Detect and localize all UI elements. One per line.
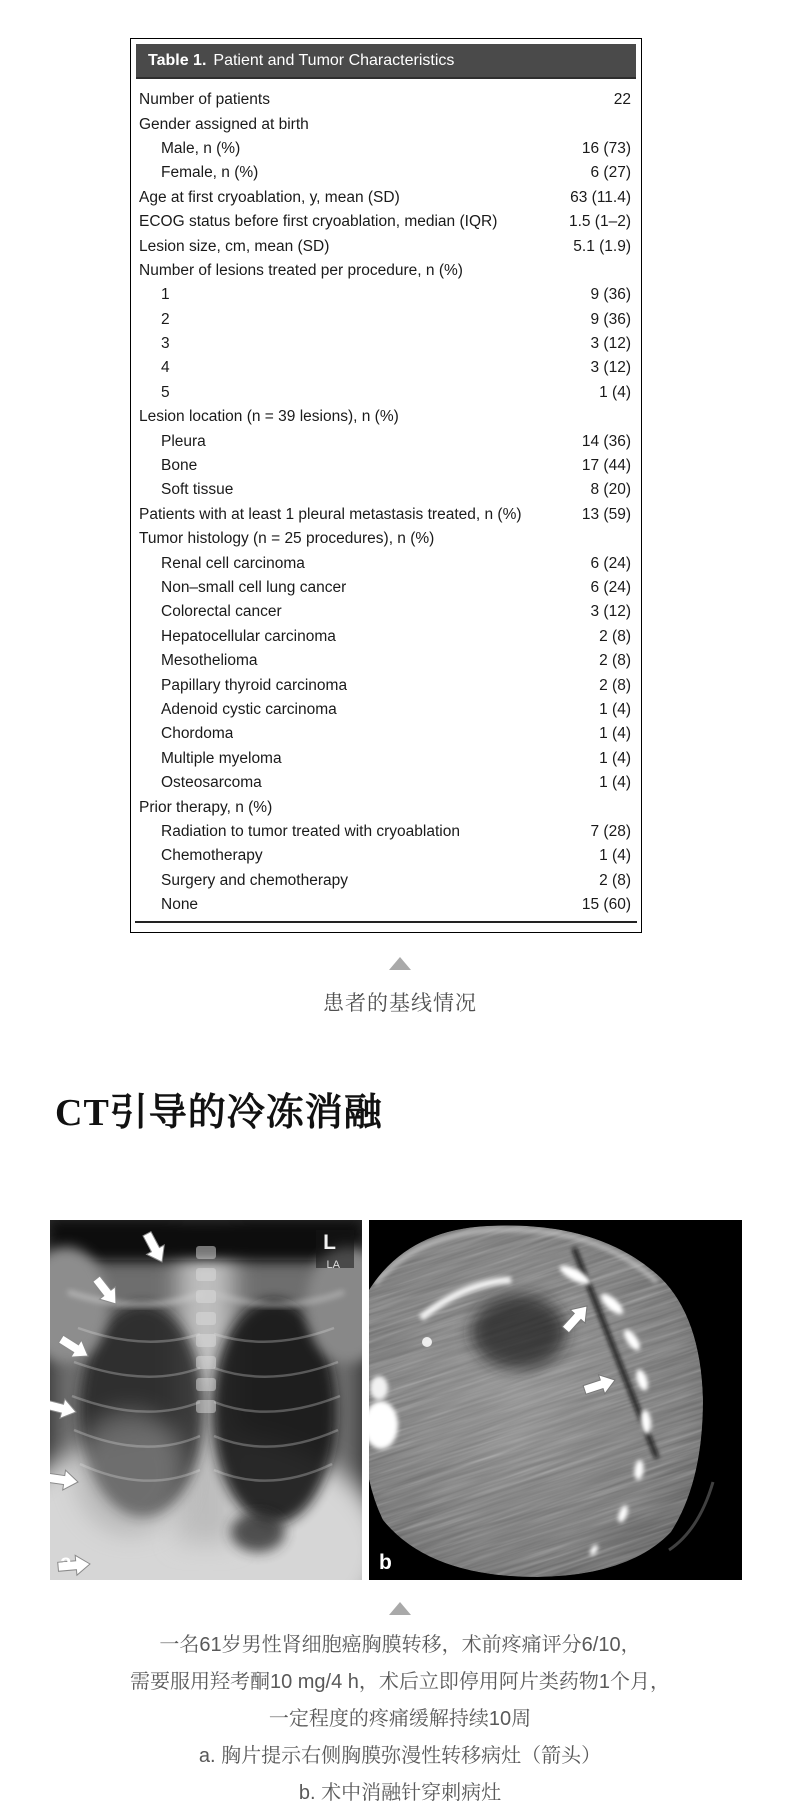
section-heading: CT引导的冷冻消融 <box>55 1092 383 1135</box>
row-value: 2 (8) <box>599 627 631 645</box>
table-title-text: Patient and Tumor Characteristics <box>213 51 455 69</box>
row-label: Renal cell carcinoma <box>161 554 305 572</box>
figure-caption-block <box>0 1602 800 1812</box>
row-value: 3 (12) <box>590 335 631 353</box>
panel-b-label: b <box>379 1551 392 1575</box>
row-value: 22 <box>613 91 631 109</box>
table-row <box>131 844 641 868</box>
row-value: 1 (4) <box>599 725 631 743</box>
figure-caption-line: a. 胸片提示右侧胸膜弥漫性转移病灶（箭头） <box>198 1745 602 1768</box>
radiology-figure <box>50 1220 742 1580</box>
ct-scan-image <box>369 1220 742 1580</box>
triangle-up-icon <box>389 957 411 970</box>
row-label: Bone <box>161 457 198 475</box>
table-body <box>131 84 641 917</box>
row-label: Prior therapy, n (%) <box>139 798 273 816</box>
row-label: 2 <box>161 310 170 328</box>
row-label: Male, n (%) <box>161 139 241 157</box>
row-label: Osteosarcoma <box>161 774 262 792</box>
row-label: Pleura <box>161 432 206 450</box>
row-label: Number of patients <box>139 91 270 109</box>
table-row <box>131 747 641 771</box>
row-value: 2 (8) <box>599 871 631 889</box>
table-caption-block <box>0 957 800 1017</box>
table-row <box>131 478 641 502</box>
orientation-marker-l: L <box>323 1231 336 1255</box>
table-row <box>131 795 641 819</box>
table-row <box>131 649 641 673</box>
row-label: Number of lesions treated per procedure, n (%) <box>139 261 463 279</box>
table-row <box>131 259 641 283</box>
table-row <box>131 381 641 405</box>
row-value: 6 (27) <box>590 164 631 182</box>
row-value: 2 (8) <box>599 676 631 694</box>
row-value: 1.5 (1–2) <box>568 213 631 231</box>
table-row <box>131 503 641 527</box>
table-row <box>131 454 641 478</box>
table-title <box>136 44 636 79</box>
panel-a-label: a <box>60 1551 72 1575</box>
row-label: Age at first cryoablation, y, mean (SD) <box>139 188 400 206</box>
table-row <box>131 161 641 185</box>
row-value: 2 (8) <box>599 652 631 670</box>
row-label: Lesion size, cm, mean (SD) <box>139 237 330 255</box>
table-row <box>131 893 641 917</box>
table-row <box>131 356 641 380</box>
row-label: Non–small cell lung cancer <box>161 579 347 596</box>
row-label: 4 <box>161 359 170 377</box>
row-value: 5.1 (1.9) <box>573 237 631 255</box>
table-caption: 患者的基线情况 <box>323 992 477 1016</box>
table-row <box>131 600 641 624</box>
chest-xray-image <box>50 1220 362 1580</box>
row-label: Female, n (%) <box>161 164 259 182</box>
row-label: Mesothelioma <box>161 652 258 670</box>
row-value: 9 (36) <box>590 286 631 304</box>
row-value: 8 (20) <box>590 481 631 499</box>
table-row <box>131 429 641 453</box>
row-label: Chordoma <box>161 725 234 743</box>
row-label: Surgery and chemotherapy <box>161 871 348 889</box>
row-label: Patients with at least 1 pleural metastasis treated, n (%) <box>139 505 522 523</box>
table-row <box>131 186 641 210</box>
row-label: Papillary thyroid carcinoma <box>161 676 348 694</box>
row-label: Soft tissue <box>161 481 234 499</box>
table-row <box>131 405 641 429</box>
ct-illustration <box>369 1220 742 1580</box>
row-value: 9 (36) <box>590 310 631 328</box>
table-row <box>131 625 641 649</box>
table-row <box>131 673 641 697</box>
table-row <box>131 820 641 844</box>
row-value: 3 (12) <box>590 359 631 377</box>
row-label: Tumor histology (n = 25 procedures), n (%) <box>139 530 435 548</box>
row-value: 7 (28) <box>590 822 631 840</box>
figure-caption-line: b. 术中消融针穿刺病灶 <box>298 1782 502 1805</box>
table-row <box>131 771 641 795</box>
row-label: Adenoid cystic carcinoma <box>161 700 337 718</box>
row-value: 1 (4) <box>599 749 631 767</box>
table-row <box>131 551 641 575</box>
figure-caption-line: 需要服用羟考酮10 mg/4 h，术后立即停用阿片类药物1个月， <box>129 1671 671 1694</box>
row-value: 1 (4) <box>599 774 631 792</box>
row-value: 15 (60) <box>581 896 631 914</box>
row-label: Multiple myeloma <box>161 749 282 767</box>
row-value: 14 (36) <box>581 432 631 450</box>
row-value: 1 (4) <box>599 847 631 865</box>
row-label: Hepatocellular carcinoma <box>161 627 336 645</box>
table-row <box>131 283 641 307</box>
row-label: Radiation to tumor treated with cryoablation <box>161 822 460 840</box>
patient-characteristics-table <box>130 38 642 933</box>
table-row <box>131 210 641 234</box>
xray-illustration <box>50 1220 362 1580</box>
row-label: Chemotherapy <box>161 847 263 865</box>
figure-caption <box>0 1627 800 1812</box>
row-value: 17 (44) <box>581 457 631 475</box>
table-row <box>131 234 641 258</box>
row-value: 6 (24) <box>590 579 631 596</box>
table-end-rule <box>135 921 637 923</box>
table-row <box>131 112 641 136</box>
row-value: 63 (11.4) <box>570 188 631 206</box>
row-label: Colorectal cancer <box>161 603 282 621</box>
table-row <box>131 308 641 332</box>
table-number: Table 1. <box>148 51 207 69</box>
row-value: 1 (4) <box>599 700 631 718</box>
row-label: 3 <box>161 335 170 353</box>
row-label: None <box>161 896 199 914</box>
figure-caption-line: 一名61岁男性肾细胞癌胸膜转移，术前疼痛评分6/10， <box>159 1634 641 1657</box>
figure-caption-line: 一定程度的疼痛缓解持续10周 <box>268 1708 532 1731</box>
row-label: 5 <box>161 383 170 401</box>
row-label: 1 <box>161 286 170 304</box>
table-row <box>131 869 641 893</box>
row-label: Gender assigned at birth <box>139 115 309 133</box>
triangle-up-icon <box>389 1602 411 1615</box>
orientation-marker-la: LA <box>326 1259 340 1272</box>
row-value: 16 (73) <box>581 139 631 157</box>
row-value: 6 (24) <box>590 554 631 572</box>
row-value: 1 (4) <box>599 383 631 401</box>
row-label: ECOG status before first cryoablation, median (IQR) <box>139 213 498 231</box>
table-row <box>131 698 641 722</box>
row-value: 3 (12) <box>590 603 631 621</box>
table-row <box>131 722 641 746</box>
row-value: 13 (59) <box>581 505 631 523</box>
table-row <box>131 576 641 600</box>
row-label: Lesion location (n = 39 lesions), n (%) <box>139 408 399 426</box>
table-row <box>131 527 641 551</box>
table-row <box>131 88 641 112</box>
table-row <box>131 137 641 161</box>
table-row <box>131 332 641 356</box>
